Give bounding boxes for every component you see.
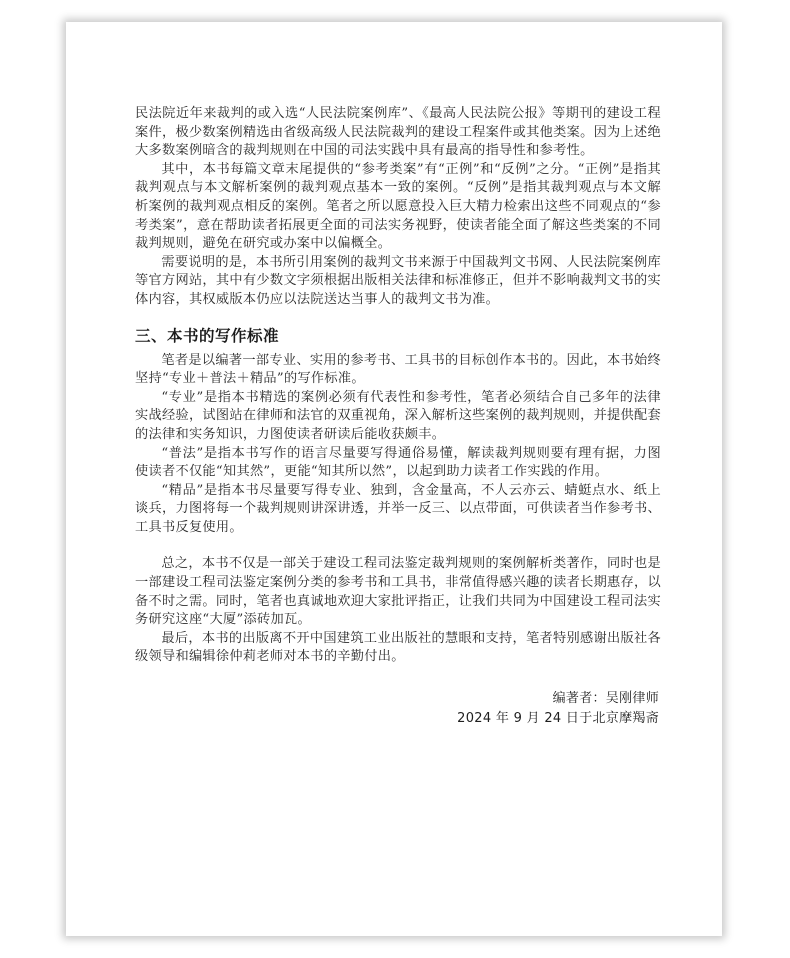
paragraph-closing-1: 总之，本书不仅是一部关于建设工程司法鉴定裁判规则的案例解析类著作，同时也是一部建设工程司法鉴定案例分类的参考书和工具书，非常值得感兴趣的读者长期惠存，以备不时之需。同时，笔者也真诚地欢迎大家批评指正，让我们共同为中国建设工程司法实务研究这座“大厦”添砖加瓦。: [135, 556, 662, 628]
section-heading: 三、本书的写作标准: [135, 326, 280, 345]
paragraph-intro-1: 民法院近年来裁判的或入选“人民法院案例库”、《最高人民法院公报》等期刊的建设工程案件，极少数案例精选由省级高级人民法院裁判的建设工程案件或其他类案。因为上述绝大多数案例暗含的裁判规则在中国的司法实践中具有最高的指导性和参考性。: [135, 106, 662, 159]
paragraph-section-3: “普法”是指本书写作的语言尽量要写得通俗易懂，解读裁判规则要有理有据，力图使读者不仅能“知其然”，更能“知其所以然”，以起到助力读者工作实践的作用。: [135, 445, 661, 480]
signature-author: 编著者：吴刚律师: [552, 691, 659, 707]
paragraph-intro-3: 需要说明的是，本书所引用案例的裁判文书来源于中国裁判文书网、人民法院案例库等官方网站，其中有少数文字须根据出版相关法律和标准修正，但并不影响裁判文书的实体内容，其权威版本仍应以法院送达当事人的裁判文书为准。: [135, 254, 662, 307]
paragraph-section-4: “精品”是指本书尽量要写得专业、独到，含金量高，不人云亦云、蜻蜓点水、纸上谈兵，力图将每一个裁判规则讲深讲透，并举一反三、以点带面，可供读者当作参考书、工具书反复使用。: [135, 482, 662, 535]
paragraph-section-1: 笔者是以编著一部专业、实用的参考书、工具书的目标创作本书的。因此，本书始终坚持“专业＋普法＋精品”的写作标准。: [135, 352, 661, 387]
paragraph-section-2: “专业”是指本书精选的案例必须有代表性和参考性，笔者必须结合自己多年的法律实战经验，试图站在律师和法官的双重视角，深入解析这些案例的裁判规则，并提供配套的法律和实务知识，力图使读者研读后能收获颇丰。: [135, 389, 662, 442]
page-content: [135, 105, 661, 729]
signature-block: [135, 689, 661, 729]
document-page: [66, 22, 722, 936]
signature-date: 2024 年 9 月 24 日于北京摩羯斋: [457, 711, 659, 727]
paragraph-intro-2: 其中，本书每篇文章末尾提供的“参考类案”有“正例”和“反例”之分。“正例”是指其裁判观点与本文解析案例的裁判观点基本一致的案例。“反例”是指其裁判观点与本文解析案例的裁判观点相反的案例。笔者之所以愿意投入巨大精力检索出这些不同观点的“参考类案”，意在帮助读者拓展更全面的司法实务视野，使读者能全面了解这些类案的不同裁判规则，避免在研究或办案中以偏概全。: [135, 161, 661, 252]
paragraph-gap: [135, 537, 661, 555]
paragraph-closing-2: 最后，本书的出版离不开中国建筑工业出版社的慧眼和支持，笔者特别感谢出版社各级领导和编辑徐仲莉老师对本书的辛勤付出。: [135, 630, 661, 665]
